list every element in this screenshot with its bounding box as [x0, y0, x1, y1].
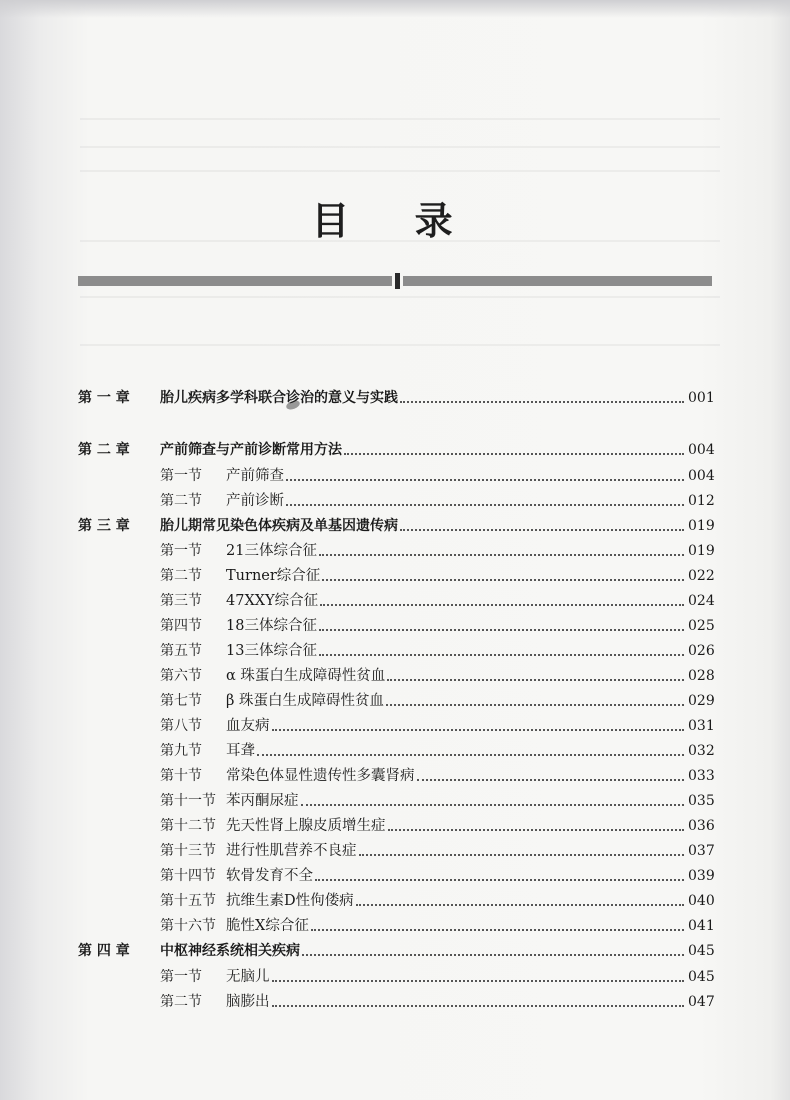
page-number: 045	[688, 969, 715, 985]
page-number: 045	[688, 943, 715, 959]
section-number: 第一节	[160, 543, 202, 559]
section-title: 21三体综合征	[226, 543, 317, 559]
dot-leader	[320, 603, 684, 606]
dot-leader	[315, 878, 684, 881]
toc-section-entry[interactable]	[78, 887, 714, 911]
page-number: 031	[688, 718, 715, 734]
toc-section-entry[interactable]	[78, 963, 714, 987]
section-number: 第十二节	[160, 818, 216, 834]
dot-leader	[301, 803, 685, 806]
toc-chapter-entry[interactable]	[78, 937, 714, 961]
toc-section-entry[interactable]	[78, 787, 714, 811]
toc-chapter-entry[interactable]	[78, 384, 714, 408]
dot-leader	[322, 578, 684, 581]
toc-section-entry[interactable]	[78, 988, 714, 1012]
section-number: 第一节	[160, 969, 202, 985]
toc-section-entry[interactable]	[78, 762, 714, 786]
page-number: 004	[688, 468, 715, 484]
section-title: 常染色体显性遗传性多囊肾病	[226, 768, 415, 784]
toc-chapter-entry[interactable]	[78, 436, 714, 460]
rule-bar-right	[403, 276, 712, 286]
page-number: 022	[688, 568, 715, 584]
page-number: 047	[688, 994, 715, 1010]
chapter-number: 第 三 章	[78, 518, 130, 534]
section-number: 第十六节	[160, 918, 216, 934]
chapter-title: 胎儿疾病多学科联合诊治的意义与实践	[160, 390, 398, 406]
section-title: 先天性肾上腺皮质增生症	[226, 818, 386, 834]
dot-leader	[319, 553, 684, 556]
section-number: 第十三节	[160, 843, 216, 859]
chapter-title: 中枢神经系统相关疾病	[160, 943, 300, 959]
section-number: 第十节	[160, 768, 202, 784]
section-title: β 珠蛋白生成障碍性贫血	[226, 693, 384, 709]
chapter-title: 胎儿期常见染色体疾病及单基因遗传病	[160, 518, 398, 534]
dot-leader	[286, 503, 684, 506]
page-number: 039	[688, 868, 715, 884]
dot-leader	[388, 828, 685, 831]
dot-leader	[257, 753, 684, 756]
section-title: α 珠蛋白生成障碍性贫血	[226, 668, 386, 684]
section-title: 产前筛查	[226, 468, 284, 484]
rule-bar-left	[78, 276, 392, 286]
section-number: 第十五节	[160, 893, 216, 909]
section-number: 第六节	[160, 668, 202, 684]
dot-leader	[344, 452, 684, 455]
chapter-number: 第 四 章	[78, 943, 130, 959]
page-number: 028	[688, 668, 715, 684]
dot-leader	[400, 528, 684, 531]
bleed-through-line	[80, 170, 720, 172]
toc-section-entry[interactable]	[78, 587, 714, 611]
section-title: 进行性肌营养不良症	[226, 843, 357, 859]
page-number: 032	[688, 743, 715, 759]
toc-section-entry[interactable]	[78, 812, 714, 836]
section-title: 无脑儿	[226, 969, 270, 985]
section-title: 脑膨出	[226, 994, 270, 1010]
toc-section-entry[interactable]	[78, 537, 714, 561]
dot-leader	[311, 928, 684, 931]
section-number: 第二节	[160, 493, 202, 509]
section-title: 抗维生素D性佝偻病	[226, 893, 354, 909]
dot-leader	[319, 653, 684, 656]
page-number: 024	[688, 593, 715, 609]
bleed-through-line	[80, 344, 720, 346]
chapter-number: 第 二 章	[78, 442, 130, 458]
bleed-through-line	[80, 146, 720, 148]
toc-section-entry[interactable]	[78, 737, 714, 761]
dot-leader	[286, 478, 684, 481]
section-number: 第九节	[160, 743, 202, 759]
section-number: 第三节	[160, 593, 202, 609]
toc-section-entry[interactable]	[78, 487, 714, 511]
page-number: 041	[688, 918, 715, 934]
title-rule	[78, 276, 712, 286]
page-number: 004	[688, 442, 715, 458]
section-number: 第十四节	[160, 868, 216, 884]
section-title: 13三体综合征	[226, 643, 317, 659]
dot-leader	[356, 903, 684, 906]
section-number: 第七节	[160, 693, 202, 709]
dot-leader	[417, 778, 685, 781]
section-number: 第四节	[160, 618, 202, 634]
toc-section-entry[interactable]	[78, 612, 714, 636]
dot-leader	[272, 728, 685, 731]
dot-leader	[272, 1004, 685, 1007]
page-number: 012	[688, 493, 715, 509]
section-number: 第一节	[160, 468, 202, 484]
section-title: 产前诊断	[226, 493, 284, 509]
section-title: 苯丙酮尿症	[226, 793, 299, 809]
page-number: 001	[688, 390, 715, 406]
section-title: 耳聋	[226, 743, 255, 759]
dot-leader	[387, 678, 684, 681]
toc-section-entry[interactable]	[78, 462, 714, 486]
toc-section-entry[interactable]	[78, 662, 714, 686]
dot-leader	[359, 853, 685, 856]
section-number: 第二节	[160, 994, 202, 1010]
section-title: 血友病	[226, 718, 270, 734]
page-number: 040	[688, 893, 715, 909]
section-title: 18三体综合征	[226, 618, 317, 634]
toc-section-entry[interactable]	[78, 862, 714, 886]
page-number: 029	[688, 693, 715, 709]
bleed-through-line	[80, 296, 720, 298]
page-number: 026	[688, 643, 715, 659]
toc-section-entry[interactable]	[78, 912, 714, 936]
section-title: 47XXY综合征	[226, 593, 319, 609]
dot-leader	[302, 953, 684, 956]
page-number: 019	[688, 543, 715, 559]
chapter-number: 第 一 章	[78, 390, 130, 406]
section-number: 第八节	[160, 718, 202, 734]
toc-section-entry[interactable]	[78, 562, 714, 586]
bleed-through-line	[80, 118, 720, 120]
toc-section-entry[interactable]	[78, 637, 714, 661]
section-number: 第五节	[160, 643, 202, 659]
page-number: 037	[688, 843, 715, 859]
section-number: 第十一节	[160, 793, 216, 809]
dot-leader	[319, 628, 684, 631]
chapter-title: 产前筛查与产前诊断常用方法	[160, 442, 342, 458]
section-title: 脆性X综合征	[226, 918, 309, 934]
dot-leader	[386, 703, 684, 706]
page-title: 目 录	[311, 198, 479, 243]
toc-chapter-entry[interactable]	[78, 512, 714, 536]
page-number: 025	[688, 618, 715, 634]
page-number: 036	[688, 818, 715, 834]
page-number: 035	[688, 793, 715, 809]
dot-leader	[400, 400, 684, 403]
dot-leader	[272, 979, 685, 982]
page-number: 019	[688, 518, 715, 534]
toc-section-entry[interactable]	[78, 687, 714, 711]
page-number: 033	[688, 768, 715, 784]
section-number: 第二节	[160, 568, 202, 584]
page-edge-shadow	[0, 0, 790, 18]
toc-section-entry[interactable]	[78, 712, 714, 736]
rule-center-mark	[395, 273, 400, 289]
section-title: Turner综合征	[226, 568, 321, 584]
toc-section-entry[interactable]	[78, 837, 714, 861]
section-title: 软骨发育不全	[226, 868, 313, 884]
